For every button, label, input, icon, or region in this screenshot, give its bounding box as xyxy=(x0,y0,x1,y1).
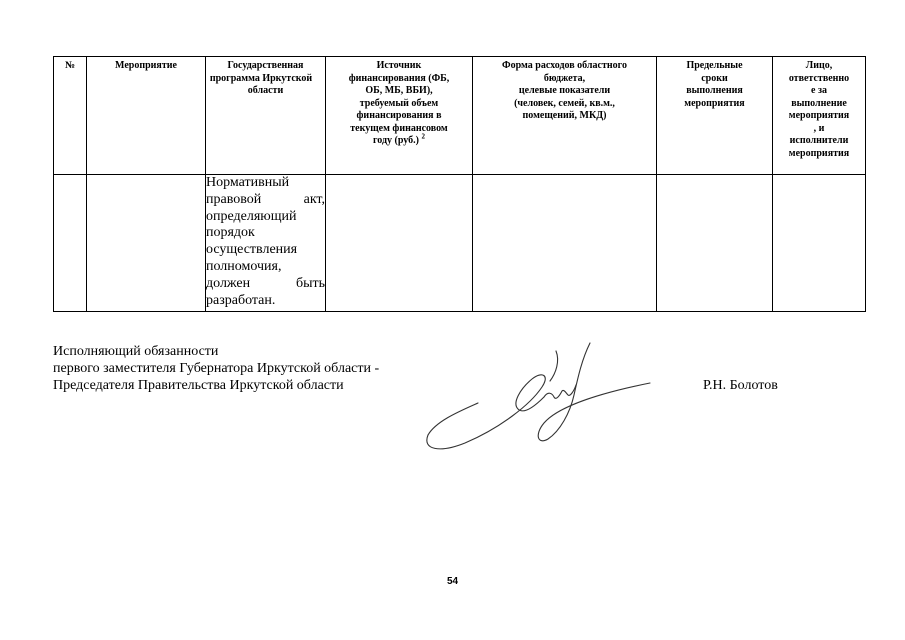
signatory-name: Р.Н. Болотов xyxy=(703,378,778,393)
header-responsible-line: Лицо, xyxy=(805,60,833,71)
handwritten-signature xyxy=(420,335,660,455)
header-form-line: (человек, семей, кв.м., xyxy=(514,97,615,109)
page-number: 54 xyxy=(446,576,459,587)
cell-program-line: осуществления xyxy=(206,242,298,258)
cell-program-line: разработан. xyxy=(206,292,276,308)
header-responsible-line: выполнение xyxy=(791,97,847,109)
header-number: № xyxy=(54,57,87,175)
header-deadline-line: выполнения xyxy=(686,85,743,96)
header-responsible-line: мероприятия xyxy=(788,147,850,159)
cell-program-line: определяющий xyxy=(206,208,297,224)
header-form xyxy=(473,57,657,175)
header-event: Мероприятие xyxy=(87,57,206,175)
header-program-line: области xyxy=(247,85,284,96)
measures-table xyxy=(53,56,866,312)
header-responsible-line: , и xyxy=(813,122,825,134)
table-header-row xyxy=(54,57,866,175)
header-program-line: программа Иркутской xyxy=(209,72,313,84)
cell-number xyxy=(54,175,87,312)
signatory-position-line: Председателя Правительства Иркутской области xyxy=(53,378,344,393)
header-form-line: помещений, МКД) xyxy=(522,110,607,121)
cell-program-line: правовой акт, xyxy=(206,191,325,207)
header-source-last-line xyxy=(326,132,472,148)
header-responsible-line: е за xyxy=(811,85,827,96)
signatory-position xyxy=(53,343,379,394)
signatory-position-line: первого заместителя Губернатора Иркутской области - xyxy=(53,361,380,376)
cell-responsible xyxy=(773,175,866,312)
cell-program-line: Нормативный xyxy=(206,175,290,190)
header-source-line: ОБ, МБ, ВБИ), xyxy=(365,85,433,96)
header-deadline-line: мероприятия xyxy=(684,97,745,109)
cell-program-line: порядок xyxy=(206,225,255,241)
cell-deadline xyxy=(657,175,773,312)
header-responsible xyxy=(773,57,866,175)
header-source-line: году (руб.) xyxy=(372,135,420,146)
header-deadline-line: сроки xyxy=(701,72,728,84)
cell-source xyxy=(326,175,473,312)
cell-form xyxy=(473,175,657,312)
header-program xyxy=(206,57,326,175)
header-form-line: бюджета, xyxy=(543,72,586,84)
footnote-marker: 2 xyxy=(421,132,426,141)
header-deadline-line: Предельные xyxy=(686,60,743,71)
header-form-line: Форма расходов областного xyxy=(502,60,627,71)
cell-program xyxy=(206,175,326,312)
header-deadline xyxy=(657,57,773,175)
header-responsible-line: ответственно xyxy=(788,72,850,84)
header-form-line: целевые показатели xyxy=(518,85,611,96)
header-responsible-line: мероприятия xyxy=(788,110,850,121)
cell-event xyxy=(87,175,206,312)
header-source-line: Источник xyxy=(376,60,422,71)
header-responsible-line: исполнители xyxy=(789,135,849,146)
header-source-line: финансирования (ФБ, xyxy=(348,72,450,84)
header-source-line: финансирования в xyxy=(356,110,442,121)
cell-program-line: полномочия, xyxy=(206,258,282,274)
signatory-position-line: Исполняющий обязанности xyxy=(53,344,219,359)
header-source xyxy=(326,57,473,175)
cell-program-line: должен быть xyxy=(206,275,325,291)
header-source-line: требуемый объем xyxy=(359,97,439,109)
header-source-line: текущем финансовом xyxy=(350,122,448,134)
table-row xyxy=(54,175,866,312)
header-program-line: Государственная xyxy=(227,60,304,71)
